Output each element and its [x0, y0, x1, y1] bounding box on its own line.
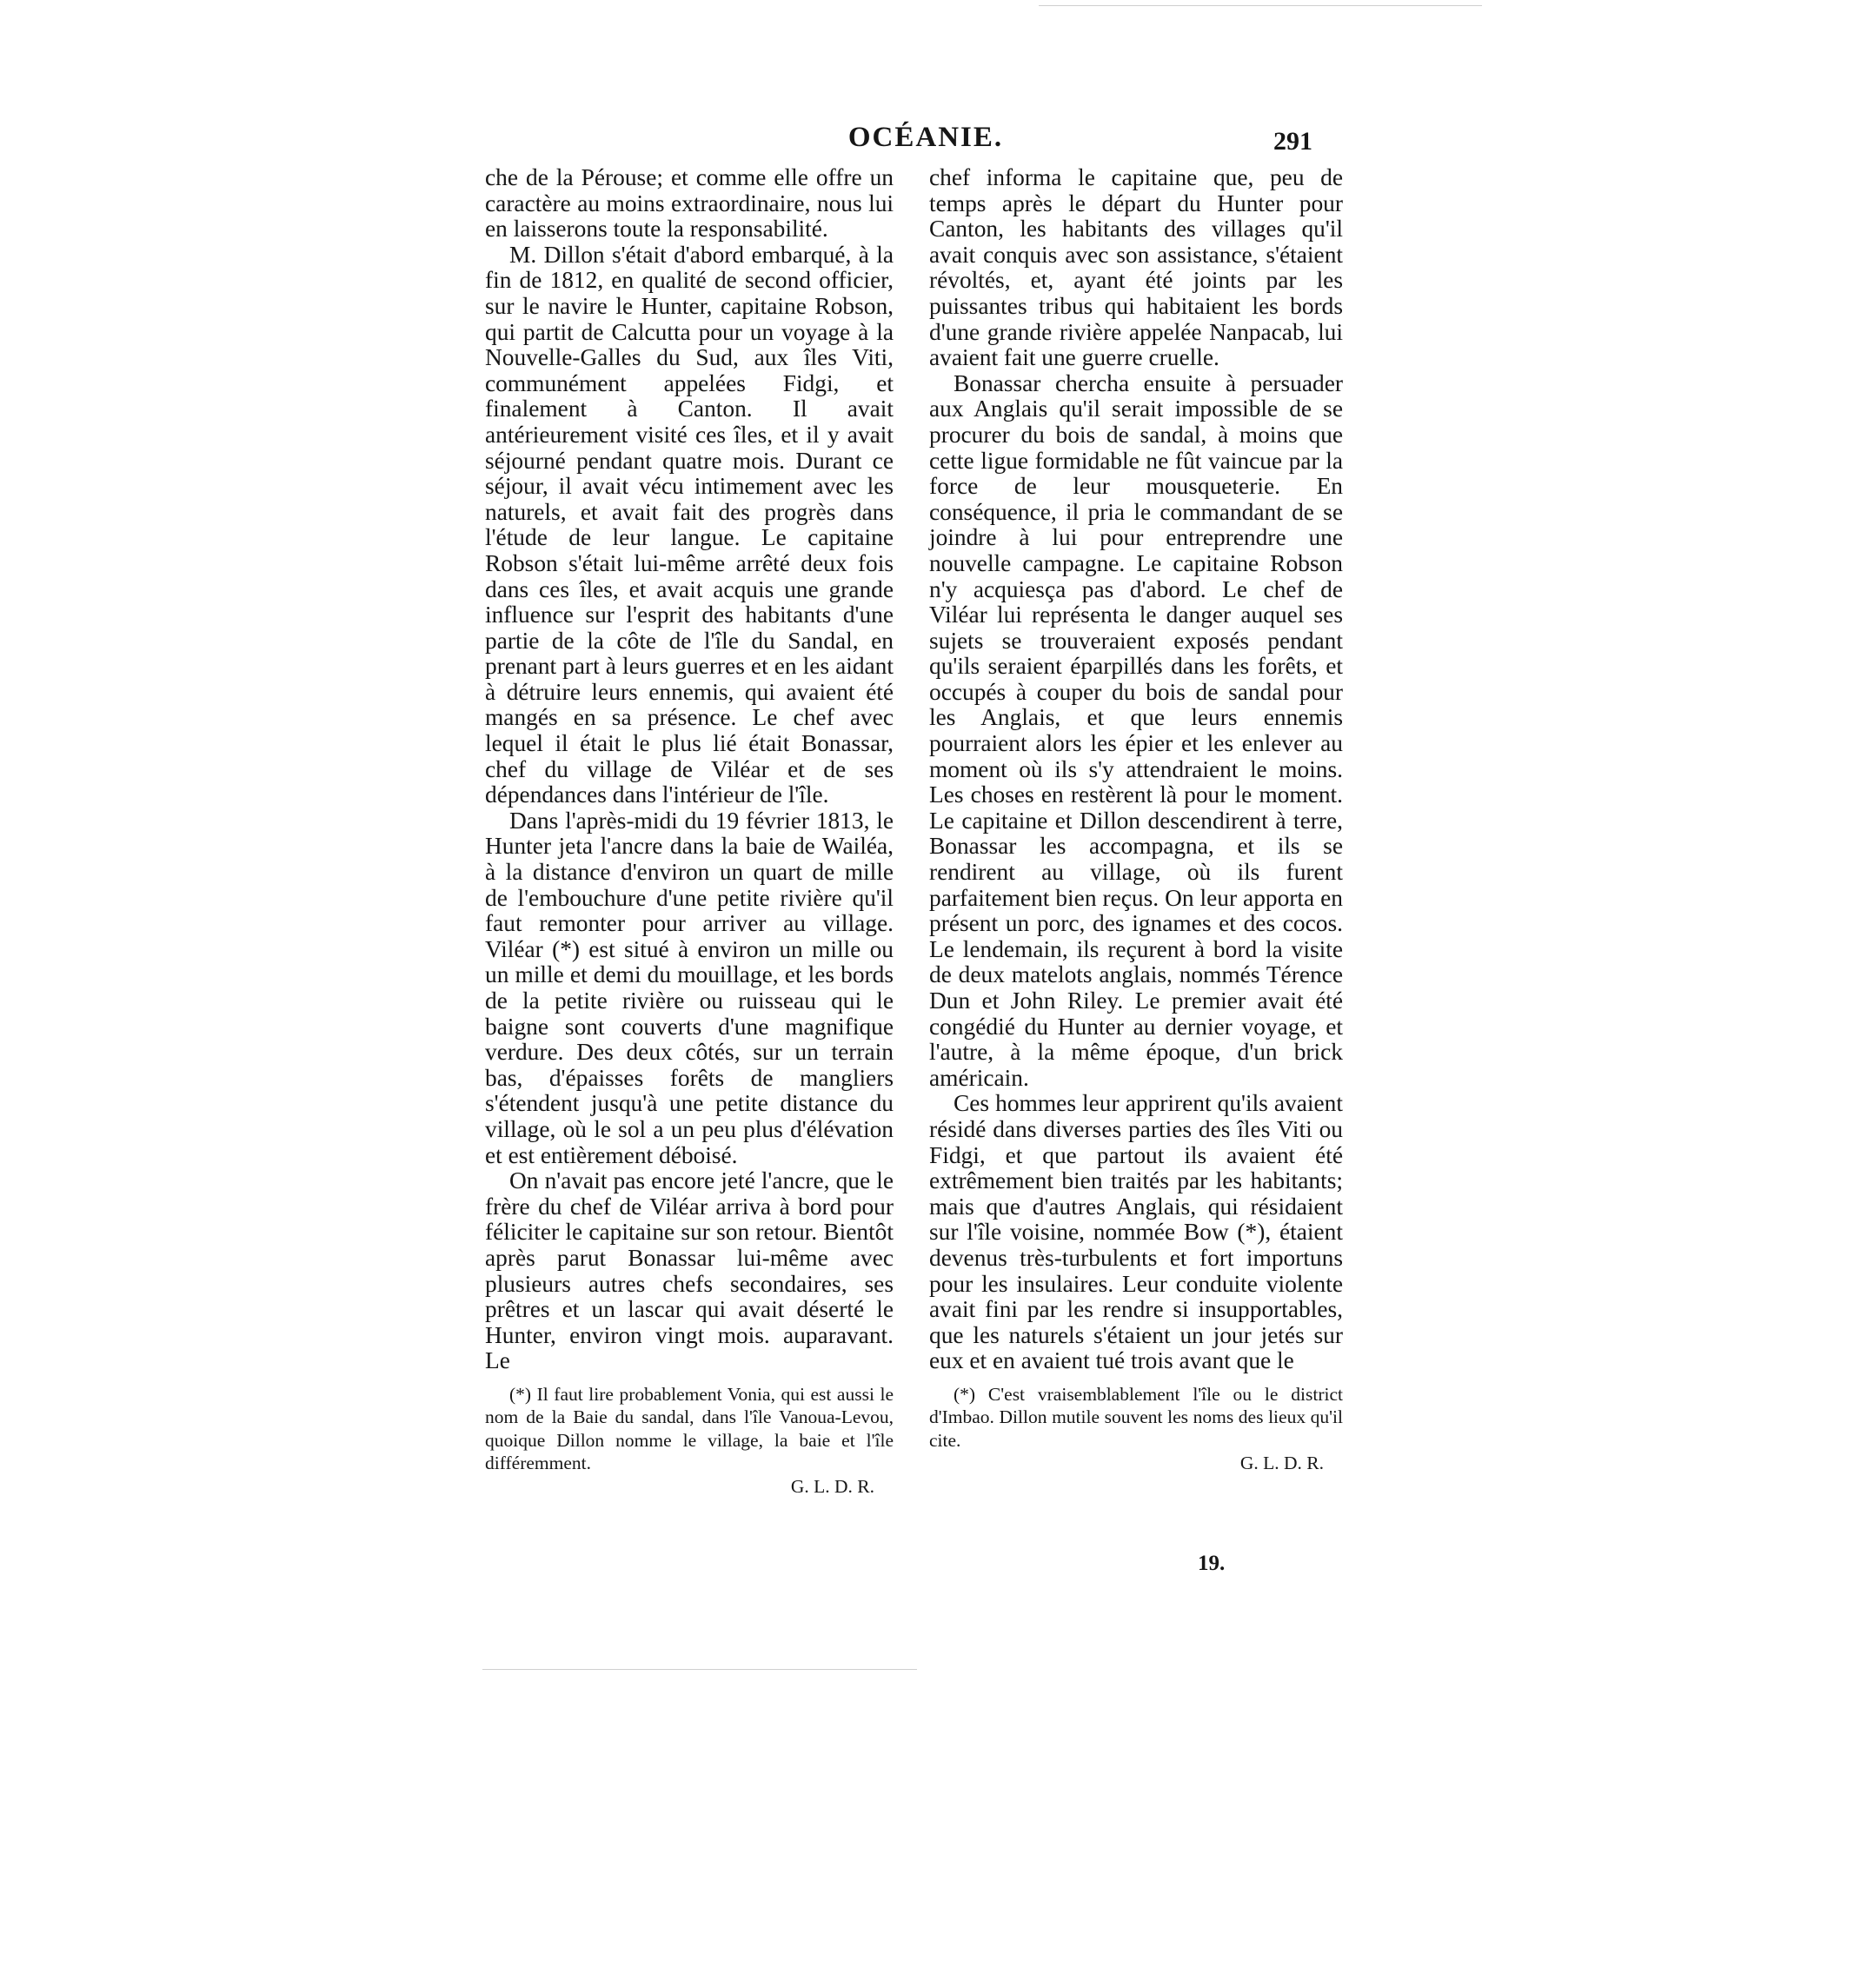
paragraph: M. Dillon s'était d'abord embarqué, à la fin de 1812, en qualité de second officier, sur le navire le Hunter, capitaine Robson, qui partit de Calcutta pour un voyage à la Nouvelle-Galles du Sud, aux îles Viti, communément appelées Fidgi, et finalement à Canton. Il avait antérieurement visité ces îles, et il y avait séjourné pendant quatre mois. Durant ce séjour, il avait vécu intimement avec les naturels, et avait fait des progrès dans l'étude de leur langue. Le capitaine Robson s'était lui-même arrêté deux fois dans ces îles, et avait acquis une grande influence sur l'esprit des habitants d'une partie de la côte de l'île du Sandal, en prenant part à leurs guerres et en les aidant à détruire leurs ennemis, qui avaient été mangés en sa présence. Le chef avec lequel il était le plus lié était Bonassar, chef du village de Viléar et de ses dépendances dans l'intérieur de l'île.: [485, 241, 894, 808]
paragraph: Ces hommes leur apprirent qu'ils avaient résidé dans diverses parties des îles Viti ou Fidgi, et que partout ils avaient été extrêmement bien traités par les habitants; mais que d'autres Anglais, qui résidaient sur l'île voisine, nommée Bow (*), étaient devenus très-turbulents et fort importuns pour les insulaires. Leur conduite violente avait fini par les rendre si insupportables, que les naturels s'étaient un jour jetés sur eux et en avaient tué trois avant que le: [929, 1090, 1343, 1374]
paragraph: On n'avait pas encore jeté l'ancre, que le frère du chef de Viléar arriva à bord pour féliciter le capitaine sur son retour. Bientôt après parut Bonassar lui-même avec plusieurs autres chefs secondaires, ses prêtres et un lascar qui avait déserté le Hunter, environ vingt mois. auparavant. Le: [485, 1167, 894, 1374]
right-column: [929, 165, 1343, 1475]
paragraph: Dans l'après-midi du 19 février 1813, le Hunter jeta l'ancre dans la baie de Wailéa, à la distance d'environ un quart de mille de l'embouchure d'une petite rivière qu'il faut remonter pour arriver au village. Viléar (*) est situé à environ un mille ou un mille et demi du mouillage, et les bords de la petite rivière ou ruisseau qui le baigne sont couverts d'une magnifique verdure. Des deux côtés, sur un terrain bas, d'épaisses forêts de mangliers s'étendent jusqu'à une petite distance du village, où le sol a un peu plus d'élévation et est entièrement déboisé.: [485, 807, 894, 1168]
paragraph: Bonassar chercha ensuite à persuader aux Anglais qu'il serait impossible de se procurer du bois de sandal, à moins que cette ligue formidable ne fût vaincue par la force de leur mousqueterie. En conséquence, il pria le commandant de se joindre à lui pour entreprendre une nouvelle campagne. Le capitaine Robson n'y acquiesça pas d'abord. Le chef de Viléar lui représenta le danger auquel ses sujets se trouveraient exposés pendant qu'ils seraient éparpillés dans les forêts, et occupés à couper du bois de sandal pour les Anglais, et que leurs ennemis pourraient alors les épier et les enlever au moment où ils s'y attendraient le moins. Les choses en restèrent là pour le moment. Le capitaine et Dillon descendirent à terre, Bonassar les accompagna, et ils se rendirent au village, où ils furent parfaitement bien reçus. On leur apporta en présent un porc, des ignames et des cocos. Le lendemain, ils reçurent à bord la visite de deux matelots anglais, nommés Térence Dun et John Riley. Le premier avait été congédié du Hunter au dernier voyage, et l'autre, à la même époque, d'un brick américain.: [929, 369, 1343, 1091]
signature-mark: 19.: [1198, 1552, 1226, 1575]
footnote-initials: G. L. D. R.: [1239, 1453, 1324, 1474]
footnote: [929, 1383, 1343, 1474]
paragraph: che de la Pérouse; et comme elle offre un caractère au moins extraordinaire, nous lui en laisserons toute la responsabilité.: [485, 164, 894, 243]
scan-edge-bottom: [482, 1669, 917, 1670]
page-number: 291: [1273, 127, 1312, 156]
left-column: [485, 165, 894, 1498]
footnote-text: (*) Il faut lire probablement Vonia, qui est aussi le nom de la Baie du sandal, dans l'île Vanoua-Levou, quoique Dillon nomme le village, la baie et l'île différemment.: [485, 1383, 894, 1474]
footnote-initials: G. L. D. R.: [790, 1475, 874, 1497]
footnote-text: (*) C'est vraisemblablement l'île ou le district d'Imbao. Dillon mutile souvent les noms des lieux qu'il cite.: [929, 1383, 1343, 1451]
footnote: [485, 1383, 894, 1497]
paragraph: chef informa le capitaine que, peu de temps après le départ du Hunter pour Canton, les habitants des villages qu'il avait conquis avec son assistance, s'étaient révoltés, et, ayant été joints par les puissantes tribus qui habitaient les bords d'une grande rivière appelée Nanpacab, lui avaient fait une guerre cruelle.: [929, 164, 1343, 371]
scan-edge-top: [1039, 5, 1482, 6]
running-title: OCÉANIE.: [847, 122, 1004, 153]
